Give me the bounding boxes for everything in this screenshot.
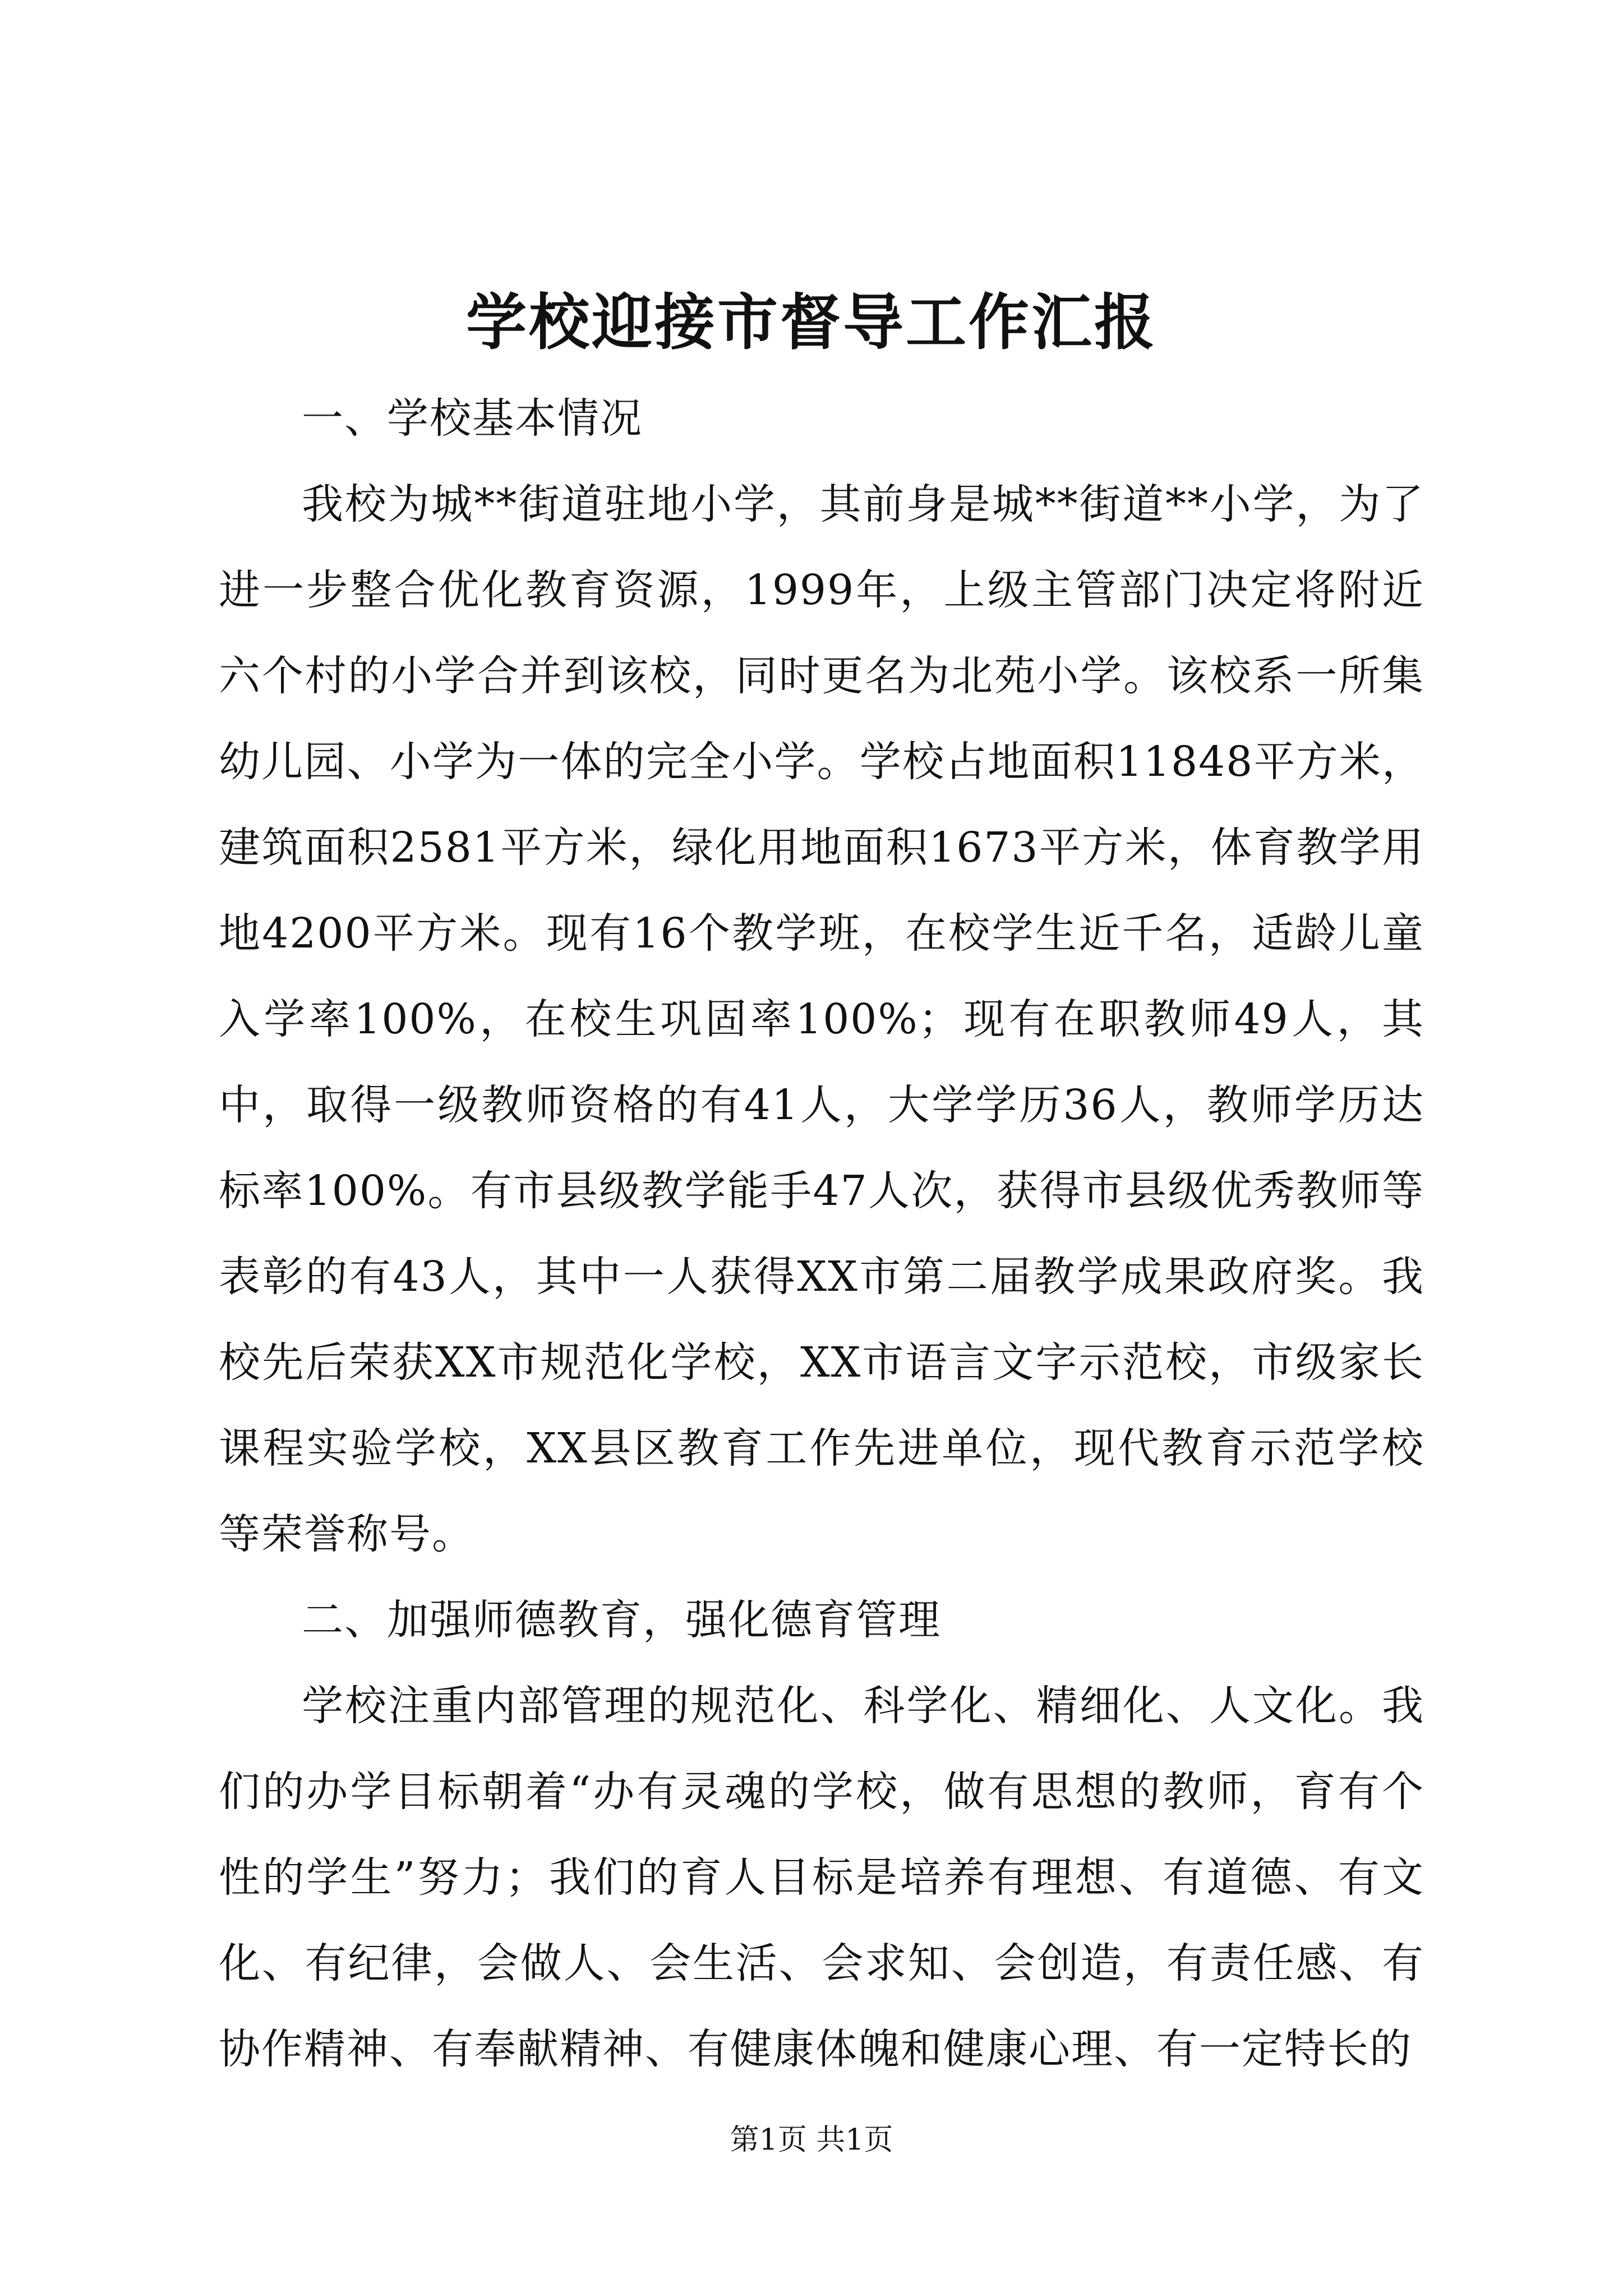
page-footer: 第1页 共1页 bbox=[730, 2123, 893, 2157]
paragraph-basic-info: 我校为城**街道驻地小学，其前身是城**街道**小学，为了进一步整合优化教育资源，1999年，上级主管部门决定将附近六个村的小学合并到该校，同时更名为北苑小学。该校系一所集幼儿园、小学为一体的完全小学。学校占地面积11848平方米，建筑面积2581平方米，绿化用地面积1673平方米，体育教学用地4200平方米。现有16个教学班，在校学生近千名，适龄儿童入学率100%，在校生巩固率100%；现有在职教师49人，其中，取得一级教师资格的有41人，大学学历36人，教师学历达标率100%。有市县级教学能手47人次，获得市县级优秀教师等表彰的有43人，其中一人获得XX市第二届教学成果政府奖。我校先后荣获XX市规范化学校，XX市语言文字示范校，市级家长课程实验学校，XX县区教育工作先进单位，现代教育示范学校等荣誉称号。 bbox=[219, 480, 1424, 1558]
paragraph-management: 学校注重内部管理的规范化、科学化、精细化、人文化。我们的办学目标朝着“办有灵魂的学校，做有思想的教师，育有个性的学生”努力；我们的育人目标是培养有理想、有道德、有文化、有纪律，会做人、会生活、会求知、会创造，有责任感、有协作精神、有奉献精神、有健康体魄和健康心理、有一定特长的 bbox=[219, 1682, 1424, 2073]
section-heading-2: 二、加强师德教育，强化德育管理 bbox=[302, 1596, 941, 1644]
document-title: 学校迎接市督导工作汇报 bbox=[465, 287, 1157, 358]
section-heading-1: 一、学校基本情况 bbox=[302, 394, 643, 443]
document-body bbox=[219, 376, 1424, 2092]
